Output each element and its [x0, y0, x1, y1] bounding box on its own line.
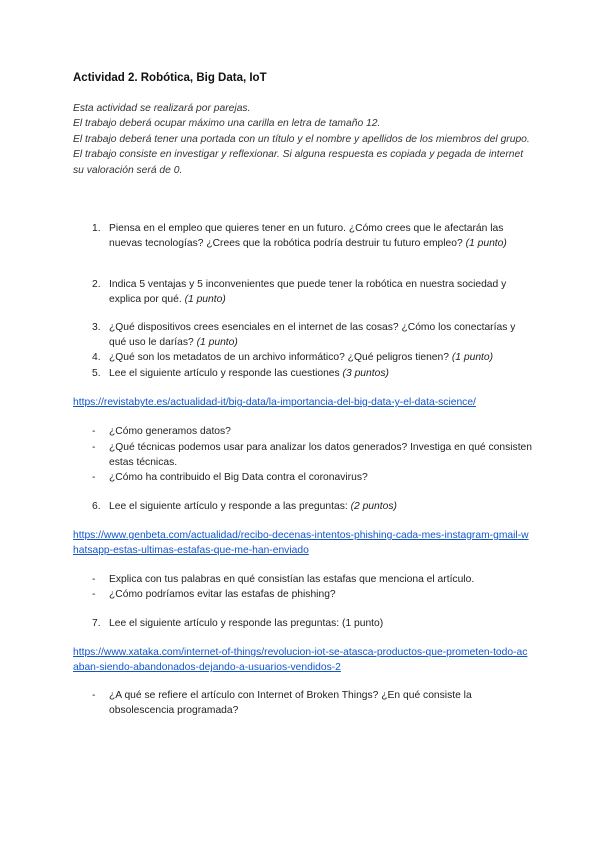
bullet-dash: -	[92, 472, 96, 483]
article-link-phishing[interactable]: https://www.genbeta.com/actualidad/recibo-decenas-intentos-phishing-cada-mes-instagram-gmail-whatsapp-estas-ultimas-estafas-que-me-han-enviado	[73, 530, 529, 557]
bullet-text: ¿Cómo ha contribuido el Big Data contra el coronavirus?	[109, 472, 368, 483]
question-1	[92, 221, 532, 252]
intro-line: El trabajo deberá tener una portada con un título y el nombre y apellidos de los miembros del grupo.	[73, 133, 530, 145]
question-points: (1 punto)	[451, 352, 494, 363]
question-text: Piensa en el empleo que quieres tener en un futuro. ¿Cómo crees que le afectarán las nuevas tecnologías? ¿Crees que la robótica podría destruir tu futuro empleo?	[109, 223, 504, 250]
question-points: (1 punto)	[184, 294, 226, 306]
question-number: 5.	[92, 368, 101, 379]
question-text: Indica 5 ventajas y 5 inconvenientes que puede tener la robótica en nuestra sociedad y explica por qué.	[109, 279, 507, 306]
article-link-iot[interactable]: https://www.xataka.com/internet-of-things/revolucion-iot-se-atasca-productos-que-prometen-todo-acaban-siendo-abandonados-dejando-a-usuarios-vendidos-2	[73, 647, 528, 674]
question-text: Lee el siguiente artículo y responde las cuestiones	[109, 368, 343, 379]
question-7	[92, 616, 532, 631]
question-points: (1 punto)	[196, 337, 238, 349]
intro-instructions	[73, 101, 533, 178]
question-number: 3.	[92, 322, 101, 333]
question-text: ¿Qué son los metadatos de un archivo informático? ¿Qué peligros tienen?	[109, 352, 452, 363]
bullet-text: Explica con tus palabras en qué consistían las estafas que menciona el artículo.	[109, 574, 475, 585]
question-number: 7.	[92, 618, 101, 629]
intro-line: El trabajo deberá ocupar máximo una carilla en letra de tamaño 12.	[73, 118, 381, 130]
bullet-dash: -	[92, 690, 96, 701]
bullet-dash: -	[92, 442, 96, 453]
bullet-text: ¿Cómo podríamos evitar las estafas de phishing?	[109, 589, 336, 600]
list-item	[92, 470, 532, 485]
question-text: Lee el siguiente artículo y responde las preguntas: (1 punto)	[109, 618, 384, 629]
bullet-text: ¿Qué técnicas podemos usar para analizar los datos generados? Investiga en qué consisten estas técnicas.	[109, 442, 533, 469]
intro-line: El trabajo consiste en investigar y reflexionar. Si alguna respuesta es copiada y pegada de internet su valoración será de 0.	[73, 149, 524, 176]
article-link-bigdata[interactable]: https://revistabyte.es/actualidad-it/big-data/la-importancia-del-big-data-y-el-data-science/	[73, 397, 476, 408]
question-4	[92, 350, 532, 365]
bullet-text: ¿Cómo generamos datos?	[109, 426, 231, 437]
question-points: (2 puntos)	[350, 501, 397, 512]
intro-line: Esta actividad se realizará por parejas.	[73, 103, 251, 114]
list-item	[92, 424, 532, 439]
bullet-dash: -	[92, 426, 96, 437]
list-item	[92, 587, 532, 602]
list-item	[92, 688, 532, 719]
page-title: Actividad 2. Robótica, Big Data, IoT	[73, 72, 267, 84]
question-number: 6.	[92, 501, 101, 512]
question-5	[92, 366, 532, 381]
question-text: Lee el siguiente artículo y responde a las preguntas:	[109, 501, 351, 512]
question-3	[92, 320, 532, 351]
question-number: 2.	[92, 279, 101, 290]
list-item	[92, 440, 532, 471]
bullet-dash: -	[92, 574, 96, 585]
list-item	[92, 572, 532, 587]
bullet-dash: -	[92, 589, 96, 600]
question-number: 1.	[92, 223, 101, 234]
question-number: 4.	[92, 352, 101, 363]
question-points: (1 punto)	[465, 238, 507, 250]
question-points: (3 puntos)	[342, 368, 389, 379]
question-text: ¿Qué dispositivos crees esenciales en el internet de las cosas? ¿Cómo los conectarías y qué uso le darías?	[109, 322, 516, 349]
bullet-text: ¿A qué se refiere el artículo con Internet of Broken Things? ¿En qué consiste la obsolescencia programada?	[109, 690, 472, 717]
question-6	[92, 499, 532, 514]
question-2	[92, 277, 532, 308]
